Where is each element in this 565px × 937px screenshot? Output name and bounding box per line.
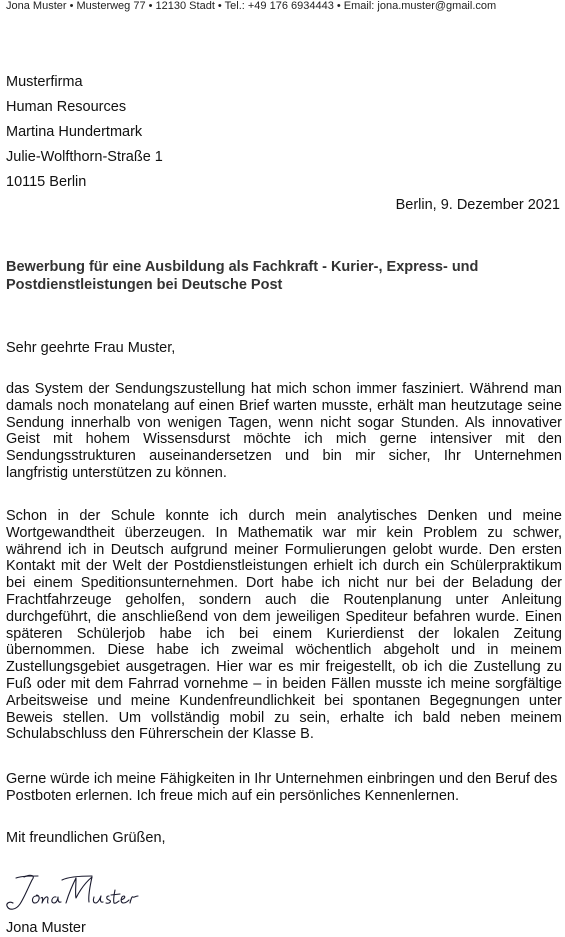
recipient-company: Musterfirma	[6, 74, 83, 90]
recipient-address	[6, 70, 163, 195]
letter-subject: Bewerbung für eine Ausbildung als Fachkraft - Kurier-, Express- und Postdienstleistungen bei Deutsche Post	[6, 259, 479, 293]
recipient-department: Human Resources	[6, 99, 127, 115]
body-paragraph-1: das System der Sendungszustellung hat mich schon immer fasziniert. Während man damals noch monatelang auf einen Brief warten musste, erhält man heutzutage seine Sendung innerhalb von wenigen Tagen, wenn nicht sogar Stunden. Als innovativer Geist mit hohem Wissensdurst möchte ich mich gerne intensiver mit den Sendungsstrukturen auseinandersetzen und bin mir sicher, Ihr Unternehmen langfristig unterstützen zu können.	[6, 381, 562, 481]
body-paragraph-2: Schon in der Schule konnte ich durch mein analytisches Denken und meine Wortgewandtheit überzeugen. In Mathematik war mir kein Problem zu schwer, während ich in Deutsch aufgrund meiner Formulierungen gelobt wurde. Den ersten Kontakt mit der Welt der Postdienstleistungen erhielt ich durch ein Schülerpraktikum bei einem Speditionsunternehmen. Dort habe ich nicht nur bei der Beladung der Frachtfahrzeuge geholfen, sondern auch die Routenplanung unter Anleitung durchgeführt, die anschließend von dem jeweiligen Spediteur befahren wurde. Einen späteren Schülerjob habe ich bei einem Kurierdienst der lokalen Zeitung übernommen. Diese habe ich zweimal wöchentlich abgeholt und in meinem Zustellungsgebiet ausgetragen. Hier war es mir freigestellt, ob ich die Zustellung zu Fuß oder mit dem Fahrrad vornehme – in beiden Fällen musste ich meine sorgfältige Arbeitsweise und meine Kundenfreundlichkeit bei spontanen Begegnungen unter Beweis stellen. Um vollständig mobil zu sein, erhalte ich bald neben meinem Schulabschluss den Führerschein der Klasse B.	[6, 508, 562, 743]
signer-name: Jona Muster	[6, 920, 86, 936]
sender-address-line: Jona Muster • Musterweg 77 • 12130 Stadt • Tel.: +49 176 6934443 • Email: jona.muster@gmail.com	[6, 0, 497, 12]
handwritten-signature	[2, 868, 147, 916]
body-paragraph-3: Gerne würde ich meine Fähigkeiten in Ihr Unternehmen einbringen und den Beruf des Postboten erlernen. Ich freue mich auf ein persönliches Kennenlernen.	[6, 771, 558, 804]
recipient-street: Julie-Wolfthorn-Straße 1	[6, 149, 163, 165]
recipient-city: 10115 Berlin	[6, 174, 87, 190]
letter-date: Berlin, 9. Dezember 2021	[395, 197, 560, 213]
salutation: Sehr geehrte Frau Muster,	[6, 340, 176, 356]
recipient-contact: Martina Hundertmark	[6, 124, 143, 140]
closing-phrase: Mit freundlichen Grüßen,	[6, 830, 166, 846]
